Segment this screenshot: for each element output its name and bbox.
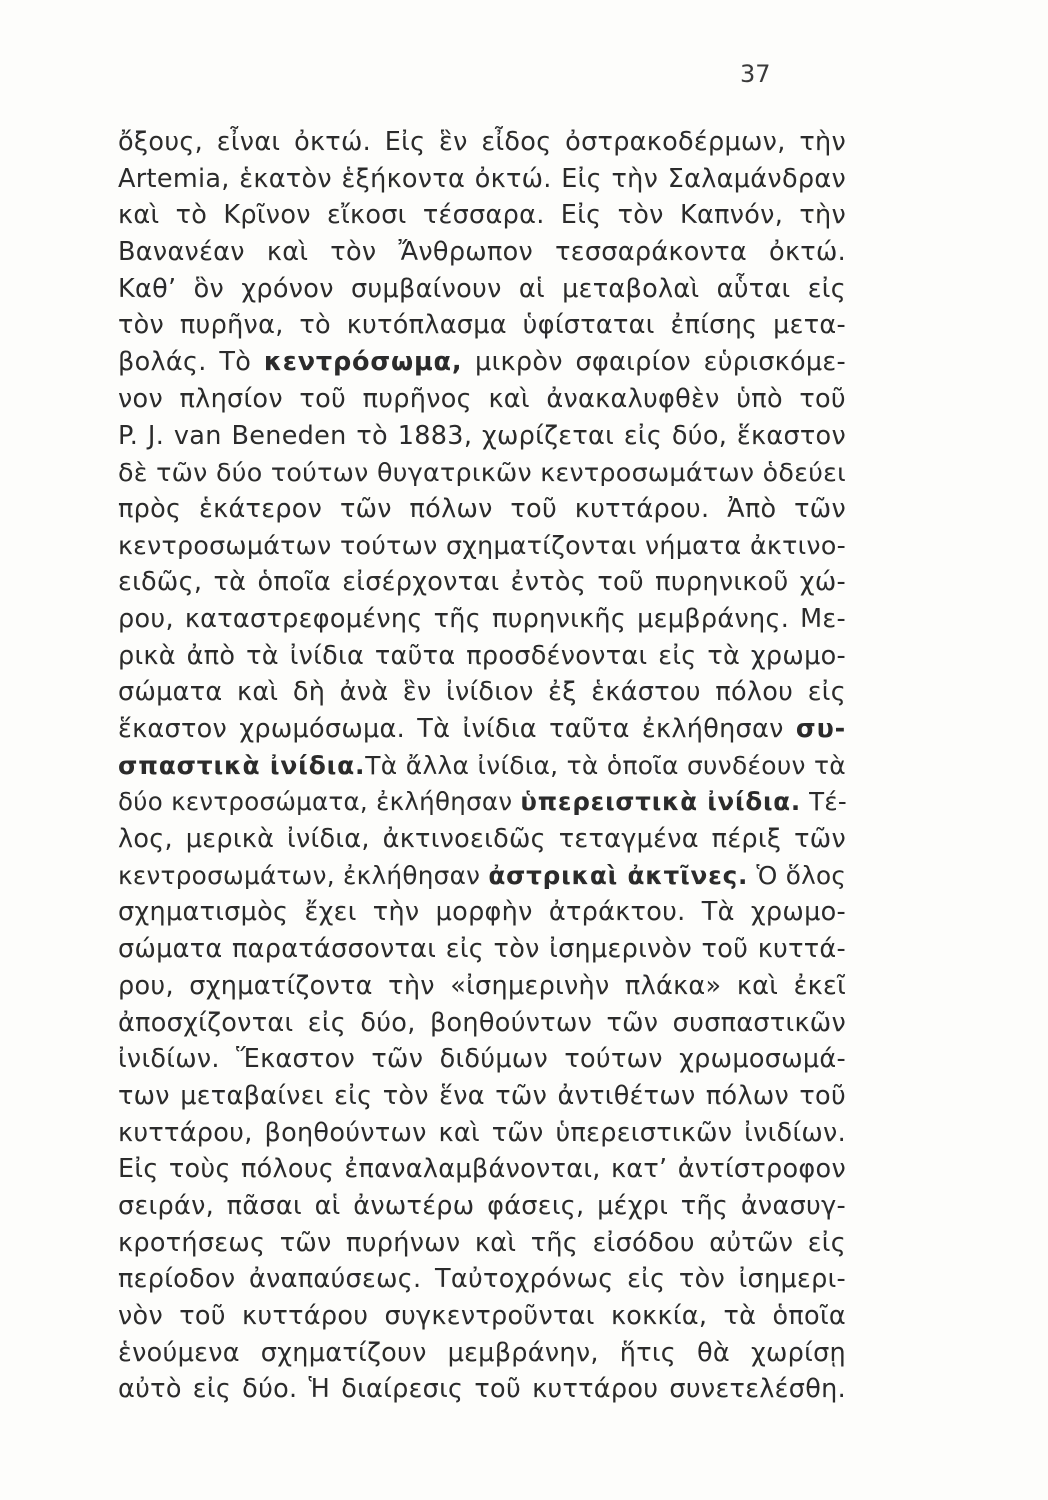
text-segment: καὶ τὸ Κρῖνον εἴκοσι τέσσαρα. Εἰς τὸν Καπνόν, τὴν bbox=[118, 200, 846, 231]
text-line bbox=[118, 344, 846, 381]
text-line bbox=[118, 1188, 846, 1225]
page-number: 37 bbox=[740, 60, 771, 88]
text-segment: ἰνιδίων. Ἕκαστον τῶν διδύμων τούτων χρωμοσωμά- bbox=[118, 1044, 846, 1075]
text-segment: Τέ- bbox=[801, 787, 848, 817]
text-line bbox=[118, 491, 846, 528]
text-line bbox=[118, 1371, 846, 1408]
bold-term: σπαστικὰ ἰνίδια. bbox=[118, 750, 366, 780]
text-segment: σειράν, πᾶσαι αἱ ἀνωτέρω φάσεις, μέχρι τῆς ἀνασυγ- bbox=[118, 1190, 846, 1221]
text-segment: δύο κεντροσώματα, ἐκλήθησαν bbox=[118, 787, 521, 817]
text-line bbox=[118, 931, 846, 968]
bold-term: ἀστρικαὶ ἀκτῖνες. bbox=[488, 860, 749, 890]
text-line bbox=[118, 454, 846, 491]
text-segment: κεντροσωμάτων τούτων σχηματίζονται νήματα ἀκτινο- bbox=[118, 530, 846, 560]
text-segment: Artemia, ἑκατὸν ἑξήκοντα ὀκτώ. Εἰς τὴν Σαλαμάνδραν bbox=[118, 163, 846, 194]
text-line bbox=[118, 271, 846, 308]
text-segment: σχηματισμὸς ἔχει τὴν μορφὴν ἀτράκτου. Τὰ χρωμο- bbox=[118, 897, 846, 928]
text-line bbox=[118, 1225, 846, 1262]
text-segment: ἑνούμενα σχηματίζουν μεμβράνην, ἥτις θὰ χωρίσῃ bbox=[118, 1337, 846, 1368]
text-line bbox=[118, 564, 846, 601]
text-line bbox=[118, 601, 846, 638]
text-segment: λος, μερικὰ ἰνίδια, ἀκτινοειδῶς τεταγμένα πέριξ τῶν bbox=[118, 824, 846, 855]
text-line bbox=[118, 711, 846, 748]
text-segment: κροτήσεως τῶν πυρήνων καὶ τῆς εἰσόδου αὐτῶν εἰς bbox=[118, 1227, 846, 1258]
text-line bbox=[118, 858, 846, 895]
bold-term: κεντρόσωμα, bbox=[263, 347, 463, 378]
text-segment: νον πλησίον τοῦ πυρῆνος καὶ ἀνακαλυφθὲν ὑπὸ τοῦ bbox=[118, 383, 846, 414]
text-segment: μικρὸν σφαιρίον εὑρισκόμε- bbox=[462, 347, 846, 378]
text-segment: Τὰ ἄλλα ἰνίδια, τὰ ὁποῖα συνδέουν τὰ bbox=[365, 750, 846, 780]
text-line bbox=[118, 124, 846, 161]
text-segment: περίοδον ἀναπαύσεως. Ταὐτοχρόνως εἰς τὸν ἰσημερι- bbox=[118, 1264, 846, 1295]
text-line bbox=[118, 1005, 846, 1042]
text-segment: Εἰς τοὺς πόλους ἐπαναλαμβάνονται, κατ’ ἀντίστροφον bbox=[118, 1154, 846, 1185]
text-line bbox=[118, 418, 846, 455]
text-segment: νὸν τοῦ κυττάρου συγκεντροῦνται κοκκία, τὰ ὁποῖα bbox=[118, 1301, 846, 1331]
bold-term: συ- bbox=[795, 714, 846, 744]
text-segment: ειδῶς, τὰ ὁποῖα εἰσέρχονται ἐντὸς τοῦ πυρηνικοῦ χώ- bbox=[118, 567, 846, 598]
text-segment: ρικὰ ἀπὸ τὰ ἰνίδια ταῦτα προσδένονται εἰς τὰ χρωμο- bbox=[118, 640, 846, 671]
text-line bbox=[118, 1115, 846, 1152]
text-line bbox=[118, 197, 846, 234]
text-segment: Ὁ ὅλος bbox=[748, 860, 847, 890]
text-line bbox=[118, 674, 846, 711]
text-line bbox=[118, 748, 846, 785]
text-line bbox=[118, 234, 846, 271]
text-segment: τὸν πυρῆνα, τὸ κυτόπλασμα ὑφίσταται ἐπίσης μετα- bbox=[118, 310, 846, 341]
text-line bbox=[118, 638, 846, 675]
text-line bbox=[118, 1261, 846, 1298]
text-line bbox=[118, 821, 846, 858]
text-segment: Καθ’ ὃν χρόνον συμβαίνουν αἱ μεταβολαὶ αὗται εἰς bbox=[118, 273, 846, 304]
text-segment: ἕκαστον χρωμόσωμα. Τὰ ἰνίδια ταῦτα ἐκλήθησαν bbox=[118, 714, 796, 744]
text-segment: δὲ τῶν δύο τούτων θυγατρικῶν κεντροσωμάτων ὁδεύει bbox=[118, 457, 846, 488]
text-line bbox=[118, 784, 846, 821]
text-segment: κυττάρου, βοηθούντων καὶ τῶν ὑπερειστικῶν ἰνιδίων. bbox=[118, 1117, 846, 1148]
text-segment: P. J. van Beneden τὸ 1883, χωρίζεται εἰς δύο, ἕκαστον bbox=[118, 420, 846, 451]
text-segment: ἀποσχίζονται εἰς δύο, βοηθούντων τῶν συσπαστικῶν bbox=[118, 1007, 846, 1038]
text-segment: βολάς. Τὸ bbox=[118, 347, 264, 378]
text-line bbox=[118, 381, 846, 418]
text-line bbox=[118, 894, 846, 931]
text-line bbox=[118, 307, 846, 344]
text-line bbox=[118, 1078, 846, 1115]
text-segment: σώματα καὶ δὴ ἀνὰ ἓν ἰνίδιον ἐξ ἑκάστου πόλου εἰς bbox=[118, 677, 846, 708]
text-line bbox=[118, 1151, 846, 1188]
text-line bbox=[118, 968, 846, 1005]
text-segment: σώματα παρατάσσονται εἰς τὸν ἰσημερινὸν τοῦ κυττά- bbox=[118, 934, 846, 965]
text-segment: πρὸς ἑκάτερον τῶν πόλων τοῦ κυττάρου. Ἀπὸ τῶν bbox=[118, 493, 846, 524]
text-line bbox=[118, 1041, 846, 1078]
text-line bbox=[118, 1298, 846, 1335]
text-line bbox=[118, 1335, 846, 1372]
text-segment: Βανανέαν καὶ τὸν Ἄνθρωπον τεσσαράκοντα ὀκτώ. bbox=[118, 237, 846, 268]
text-segment: των μεταβαίνει εἰς τὸν ἕνα τῶν ἀντιθέτων πόλων τοῦ bbox=[118, 1080, 846, 1111]
text-segment: ρου, καταστρεφομένης τῆς πυρηνικῆς μεμβράνης. Με- bbox=[118, 603, 846, 634]
text-segment: αὐτὸ εἰς δύο. Ἡ διαίρεσις τοῦ κυττάρου συνετελέσθη. bbox=[118, 1374, 846, 1405]
text-segment: ὄξους, εἶναι ὀκτώ. Εἰς ἓν εἶδος ὀστρακοδέρμων, τὴν bbox=[118, 127, 846, 157]
bold-term: ὑπερειστικὰ ἰνίδια. bbox=[520, 787, 802, 817]
text-segment: ρου, σχηματίζοντα τὴν «ἰσημερινὴν πλάκα» καὶ ἐκεῖ bbox=[118, 970, 846, 1001]
text-line bbox=[118, 528, 846, 565]
text-segment: κεντροσωμάτων, ἐκλήθησαν bbox=[118, 860, 489, 890]
text-line bbox=[118, 161, 846, 198]
body-text bbox=[118, 124, 846, 1408]
